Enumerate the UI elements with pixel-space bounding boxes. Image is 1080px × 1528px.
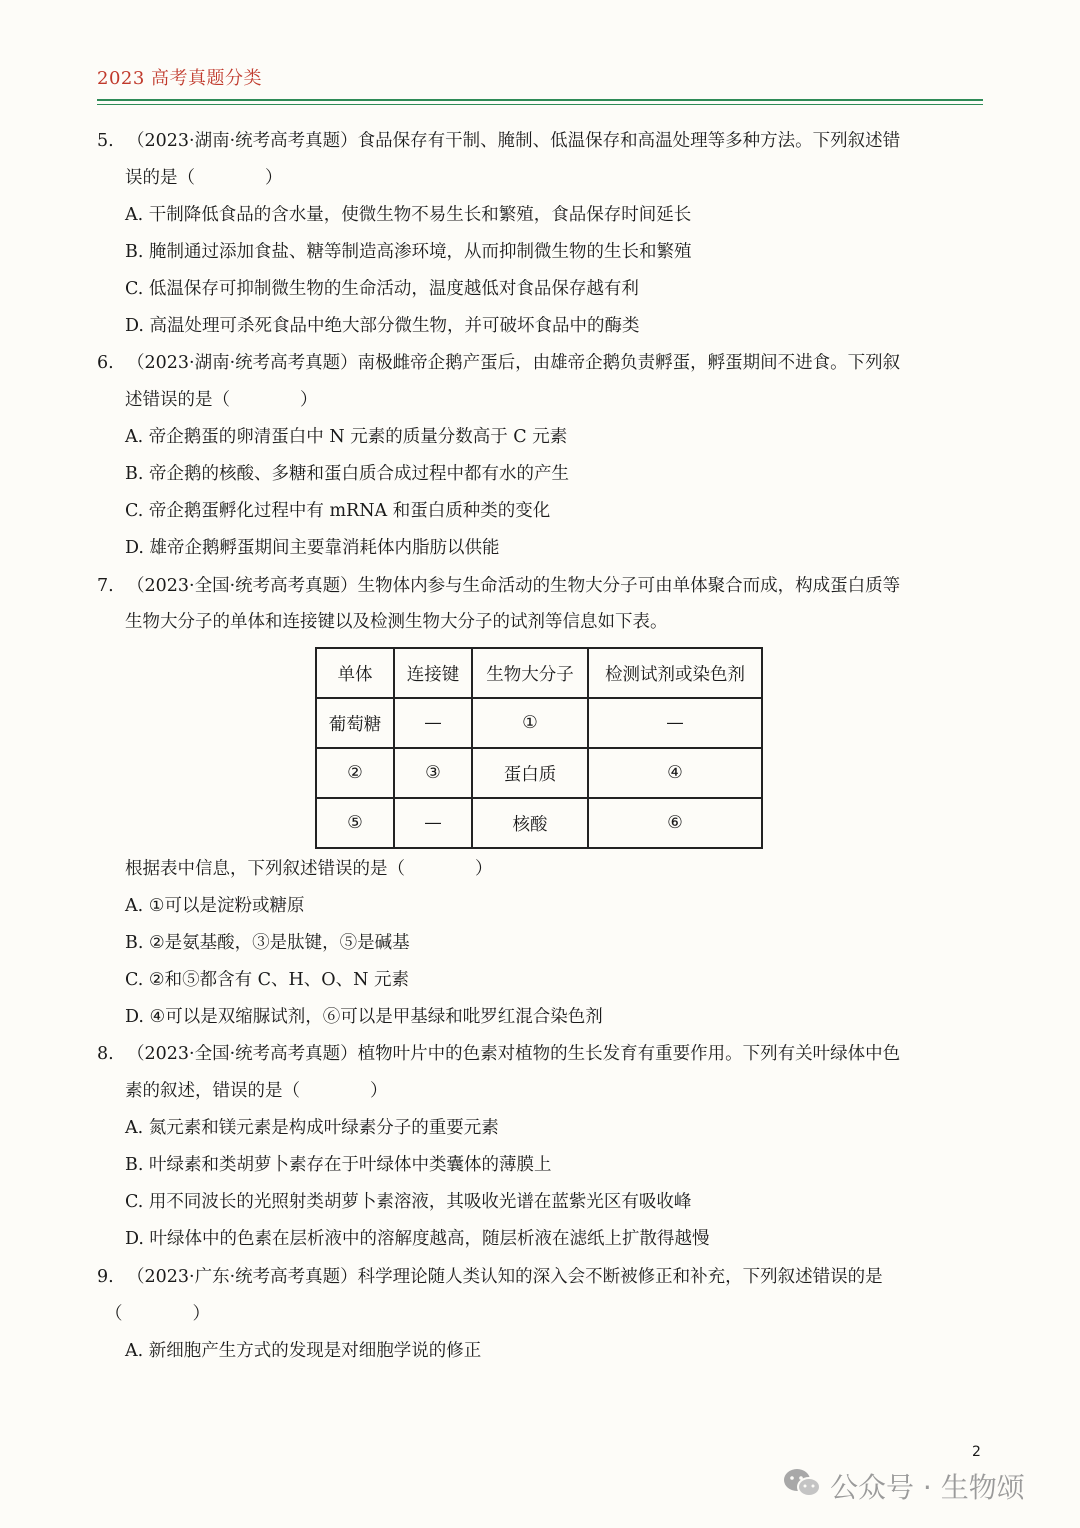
table-cell: 蛋白质: [472, 748, 588, 798]
q7-option-c: C. ②和⑤都含有 C、H、O、N 元素: [125, 970, 410, 990]
table-cell: —: [588, 698, 762, 748]
q7-option-d: D. ④可以是双缩脲试剂，⑥可以是甲基绿和吡罗红混合染色剂: [125, 1007, 603, 1027]
table-cell: —: [394, 698, 472, 748]
q7-stem: [97, 574, 900, 598]
q6-stem-line1: （2023·湖南·统考高考真题）南极雌帝企鹅产蛋后，由雄帝企鹅负责孵蛋，孵蛋期间不进食。下列叙: [127, 353, 901, 373]
table-header-cell: 连接键: [394, 648, 472, 698]
q5-stem-line2: 误的是（ ）: [125, 168, 283, 188]
table-header-row: [316, 648, 762, 698]
q7-option-a: A. ①可以是淀粉或糖原: [125, 896, 305, 916]
q8-option-b: B. 叶绿素和类胡萝卜素存在于叶绿体中类囊体的薄膜上: [125, 1155, 552, 1175]
table-row: [316, 798, 762, 848]
q8-option-d: D. 叶绿体中的色素在层析液中的溶解度越高，随层析液在滤纸上扩散得越慢: [125, 1229, 710, 1249]
biomolecule-table: [315, 647, 763, 849]
q5-option-a: A. 干制降低食品的含水量，使微生物不易生长和繁殖，食品保存时间延长: [125, 205, 692, 225]
q8-stem: [97, 1042, 900, 1066]
q7-number: 7.: [97, 576, 114, 596]
q6-option-c: C. 帝企鹅蛋孵化过程中有 mRNA 和蛋白质种类的变化: [125, 501, 551, 521]
q7-option-b: B. ②是氨基酸，③是肽键，⑤是碱基: [125, 933, 410, 953]
q5-option-c: C. 低温保存可抑制微生物的生命活动，温度越低对食品保存越有利: [125, 279, 639, 299]
q5-stem: [97, 129, 900, 153]
q9-stem-line1: （2023·广东·统考高考真题）科学理论随人类认知的深入会不断被修正和补充，下列叙述错误的是: [127, 1267, 883, 1287]
table-row: [316, 748, 762, 798]
table-cell: ①: [472, 698, 588, 748]
q6-option-a: A. 帝企鹅蛋的卵清蛋白中 N 元素的质量分数高于 C 元素: [125, 427, 568, 447]
q5-option-d: D. 高温处理可杀死食品中绝大部分微生物，并可破坏食品中的酶类: [125, 316, 640, 336]
table-header-cell: 检测试剂或染色剂: [588, 648, 762, 698]
page-number: 2: [972, 1444, 981, 1460]
q7-stem-line3: 根据表中信息，下列叙述错误的是（ ）: [125, 859, 493, 879]
table-cell: —: [394, 798, 472, 848]
q8-option-a: A. 氮元素和镁元素是构成叶绿素分子的重要元素: [125, 1118, 499, 1138]
q8-stem-line1: （2023·全国·统考高考真题）植物叶片中的色素对植物的生长发育有重要作用。下列有关叶绿体中色: [127, 1044, 901, 1064]
table-cell: ③: [394, 748, 472, 798]
q9-option-a: A. 新细胞产生方式的发现是对细胞学说的修正: [125, 1341, 482, 1361]
q9-stem: [97, 1265, 883, 1289]
watermark-text: 公众号 · 生物颂: [830, 1471, 1025, 1504]
q6-option-d: D. 雄帝企鹅孵蛋期间主要靠消耗体内脂肪以供能: [125, 538, 500, 558]
page-header-title: 2023 高考真题分类: [97, 68, 263, 89]
q6-option-b: B. 帝企鹅的核酸、多糖和蛋白质合成过程中都有水的产生: [125, 464, 569, 484]
q8-option-c: C. 用不同波长的光照射类胡萝卜素溶液，其吸收光谱在蓝紫光区有吸收峰: [125, 1192, 692, 1212]
q6-number: 6.: [97, 353, 114, 373]
table-cell: ④: [588, 748, 762, 798]
header-rule-thick: [97, 99, 983, 101]
table-header-cell: 单体: [316, 648, 394, 698]
watermark: [782, 1466, 1025, 1506]
q8-stem-line2: 素的叙述，错误的是（ ）: [125, 1081, 388, 1101]
wechat-icon: [782, 1466, 822, 1507]
q6-stem: [97, 351, 900, 375]
q9-number: 9.: [97, 1267, 114, 1287]
table-cell: ⑤: [316, 798, 394, 848]
q6-stem-line2: 述错误的是（ ）: [125, 390, 318, 410]
q5-number: 5.: [97, 131, 114, 151]
q9-stem-line2: （ ）: [105, 1304, 210, 1324]
q8-number: 8.: [97, 1044, 114, 1064]
table-header-cell: 生物大分子: [472, 648, 588, 698]
table-cell: 葡萄糖: [316, 698, 394, 748]
table-cell: ⑥: [588, 798, 762, 848]
table-cell: ②: [316, 748, 394, 798]
table-cell: 核酸: [472, 798, 588, 848]
q7-stem-line2: 生物大分子的单体和连接键以及检测生物大分子的试剂等信息如下表。: [125, 612, 668, 632]
header-rule-thin: [97, 104, 983, 105]
q5-stem-line1: （2023·湖南·统考高考真题）食品保存有干制、腌制、低温保存和高温处理等多种方法。下列叙述错: [127, 131, 901, 151]
table-row: [316, 698, 762, 748]
q7-stem-line1: （2023·全国·统考高考真题）生物体内参与生命活动的生物大分子可由单体聚合而成，构成蛋白质等: [127, 576, 901, 596]
q5-option-b: B. 腌制通过添加食盐、糖等制造高渗环境，从而抑制微生物的生长和繁殖: [125, 242, 692, 262]
